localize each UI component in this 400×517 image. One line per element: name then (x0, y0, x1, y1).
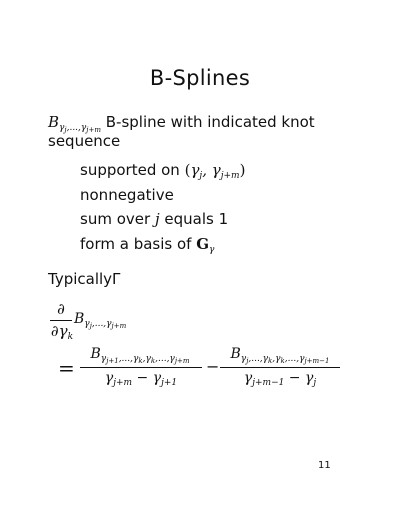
equals-sign: = (58, 356, 75, 380)
bspline-symbol: $B_{\gamma_j,...,\gamma_{j+m}}$ (48, 113, 101, 134)
definition-text-continued: sequence (48, 132, 121, 150)
derivative-bspline: $B_{\gamma_j,...,\gamma_{j+m}}$ (74, 311, 127, 330)
first-denominator: $\gamma_{j+m} - \gamma_{j+1}$ (104, 370, 178, 388)
definition-text: B-spline with indicated knot (105, 113, 315, 131)
typically-label: TypicallyΓ (48, 270, 121, 288)
slide-title: B-Splines (149, 66, 251, 90)
partial-bar (50, 320, 72, 321)
property-basis: form a basis of $G_\gamma$ (80, 235, 215, 255)
first-numerator: $B_{\gamma_{j+1},...,\gamma_k,\gamma_k,...,\gamma_{j+m}}$ (90, 346, 190, 365)
second-denominator: $\gamma_{j+m-1} - \gamma_j$ (243, 370, 317, 388)
page-number: 11 (318, 460, 331, 471)
second-numerator: $B_{\gamma_j,...,\gamma_k,\gamma_k,...,\gamma_{j+m-1}}$ (230, 346, 330, 365)
property-support: supported on ($\gamma_j$, $\gamma_{j+m}$) (80, 161, 246, 181)
partial-numerator: ∂ (57, 300, 65, 318)
second-fraction-bar (220, 367, 340, 368)
property-nonnegative: nonnegative (80, 186, 174, 204)
definition-line (48, 113, 315, 134)
first-fraction-bar (80, 367, 202, 368)
property-sum: sum over j equals 1 (80, 210, 229, 228)
minus-sign: − (206, 357, 220, 376)
partial-denominator: $\partial\gamma_k$ (50, 322, 74, 342)
